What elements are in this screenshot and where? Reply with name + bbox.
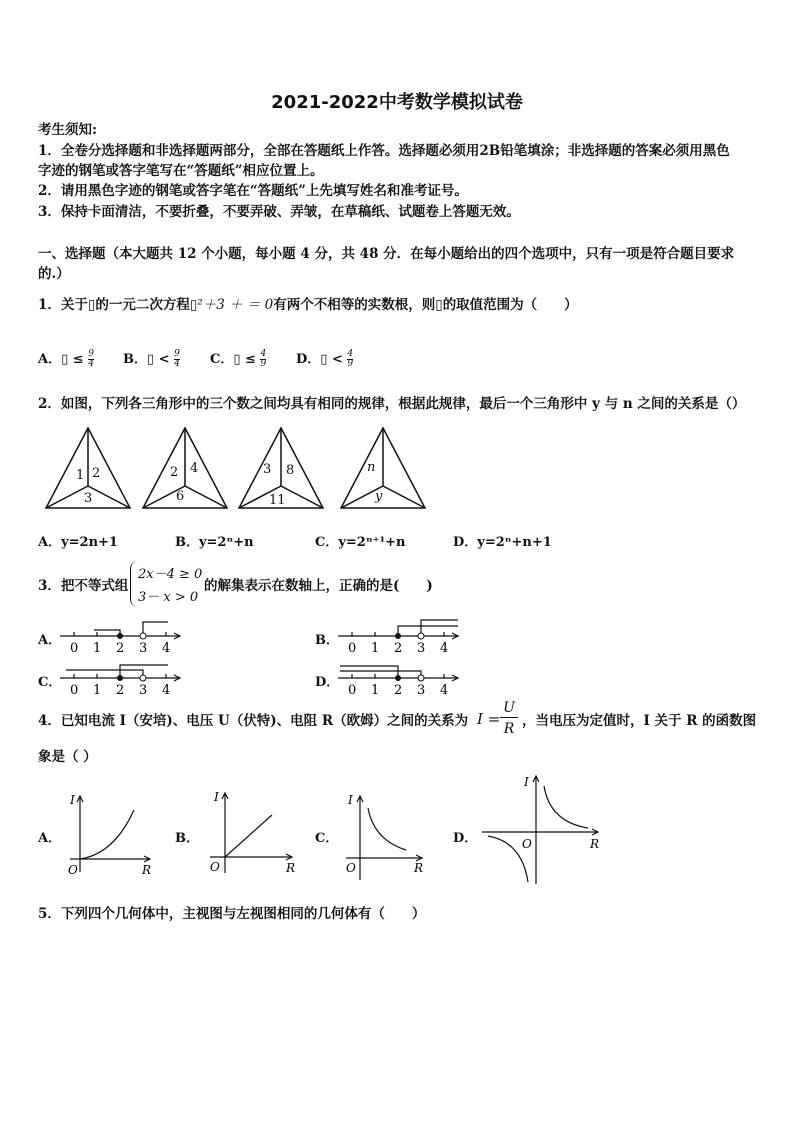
- q1-equation: ²＋3 ＋ ＝ 0: [197, 297, 274, 313]
- q4-graph-b: [200, 785, 300, 880]
- svg-text:3: 3: [417, 641, 426, 654]
- svg-text:0: 0: [348, 641, 357, 654]
- svg-text:O: O: [522, 837, 532, 851]
- q4-formula-lhs: I =: [477, 710, 501, 728]
- q3-option-c[interactable]: C．: [38, 675, 62, 690]
- svg-text:R: R: [142, 863, 152, 877]
- q1-options: [38, 344, 378, 374]
- q3-suffix: 的解集表示在数轴上，正确的是( ): [204, 578, 433, 594]
- tri2-bottom: 6: [176, 489, 185, 504]
- q2-triangles-figure: [40, 424, 440, 514]
- q2-option-c[interactable]: C．y=2ⁿ⁺¹+n: [315, 535, 406, 550]
- tri2-left: 2: [170, 465, 179, 480]
- q3-numberline-b: [336, 614, 466, 654]
- tri4-left: n: [367, 460, 376, 475]
- q4-graph-a: [62, 788, 157, 878]
- tri1-right: 2: [92, 466, 101, 481]
- svg-text:2: 2: [116, 641, 125, 654]
- section-heading-cont: 的.）: [38, 266, 70, 282]
- svg-text:2: 2: [394, 683, 403, 696]
- svg-text:2: 2: [394, 641, 403, 654]
- notice-item: 1．全卷分选择题和非选择题两部分，全部在答题纸上作答。选择题必须用2B铅笔填涂；非选择题的答案必须用黑色: [38, 143, 730, 159]
- svg-text:1: 1: [371, 683, 380, 696]
- q4-graph-d: [478, 772, 608, 890]
- q1-mid: 的一元二次方程: [95, 297, 190, 313]
- q3-option-a[interactable]: A．: [38, 633, 62, 648]
- svg-text:I: I: [348, 793, 353, 807]
- q3-prefix: 3．把不等式组: [38, 578, 129, 594]
- blank-box: ▯: [87, 297, 96, 313]
- svg-text:3: 3: [139, 641, 148, 654]
- svg-text:I: I: [214, 790, 219, 804]
- q2-option-a[interactable]: A．y=2n+1: [38, 535, 118, 550]
- question-1: [38, 295, 578, 315]
- blank-box: ▯: [189, 297, 198, 313]
- notice-item: 字迹的钢笔或答字笔写在“答题纸”相应位置上。: [38, 163, 324, 179]
- svg-text:1: 1: [93, 641, 102, 654]
- q1-prefix: 1．关于: [38, 297, 88, 313]
- tri1-left: 1: [76, 468, 85, 483]
- svg-text:4: 4: [440, 683, 449, 696]
- q1-option-c[interactable]: C．▯ ≤ $\frac{4}{9}$: [210, 349, 267, 369]
- svg-text:O: O: [210, 860, 220, 874]
- q4-graph-c: [340, 788, 430, 880]
- svg-text:4: 4: [440, 641, 449, 654]
- q3-option-b[interactable]: B．: [315, 633, 339, 648]
- q1-option-a[interactable]: A．▯ ≤ $\frac{9}{4}$: [38, 349, 94, 369]
- q4-formula-num: U: [500, 699, 518, 718]
- notice-heading: 考生须知:: [38, 122, 97, 138]
- notice-item: 3．保持卡面清洁，不要折叠，不要弄破、弄皱，在草稿纸、试题卷上答题无效。: [38, 204, 520, 220]
- q1-option-d[interactable]: D．▯ < $\frac{4}{9}$: [296, 349, 354, 369]
- q3-option-d[interactable]: D．: [315, 675, 340, 690]
- q3-numberline-a: [58, 614, 188, 654]
- svg-text:O: O: [346, 861, 356, 875]
- tri3-right: 8: [286, 463, 295, 478]
- q1-end: 的取值范围为（ ）: [442, 297, 578, 313]
- tri1-bottom: 3: [84, 491, 93, 506]
- svg-text:4: 4: [162, 683, 171, 696]
- svg-text:R: R: [590, 837, 600, 851]
- q4-option-d[interactable]: D．: [453, 831, 478, 846]
- svg-text:2: 2: [116, 683, 125, 696]
- blank-box: ▯: [435, 297, 443, 313]
- tri3-bottom: 11: [269, 493, 286, 508]
- q4-option-b[interactable]: B．: [175, 831, 199, 846]
- q3-ineq-2: 3－ x > 0: [138, 590, 199, 605]
- q4-prefix: 4．已知电流 I（安培)、电压 U（伏特)、电阻 R（欧姆）之间的关系为: [38, 713, 469, 729]
- svg-text:R: R: [286, 861, 296, 875]
- question-5: 5．下列四个几何体中，主视图与左视图相同的几何体有（ ）: [38, 906, 426, 922]
- svg-text:4: 4: [162, 641, 171, 654]
- question-2: 2．如图，下列各三角形中的三个数之间均具有相同的规律，根据此规律，最后一个三角形中 y 与 n 之间的关系是（）: [38, 396, 746, 412]
- q3-ineq-1: 2x－4 ≥ 0: [138, 567, 203, 582]
- q4-line2: 象是（ ）: [38, 749, 97, 765]
- q4-option-c[interactable]: C．: [315, 831, 339, 846]
- q1-suffix: 有两个不相等的实数根，则: [273, 297, 436, 313]
- svg-text:O: O: [68, 863, 78, 877]
- notice-item: 2．请用黑色字迹的钢笔或答字笔在“答题纸”上先填写姓名和准考证号。: [38, 183, 468, 199]
- svg-text:3: 3: [139, 683, 148, 696]
- svg-text:0: 0: [70, 641, 79, 654]
- q3-numberline-d: [336, 656, 466, 696]
- q2-option-b[interactable]: B．y=2ⁿ+n: [175, 535, 254, 550]
- q2-option-d[interactable]: D．y=2ⁿ+n+1: [453, 535, 552, 550]
- section-heading: 一、选择题（本大题共 12 个小题，每小题 4 分，共 48 分．在每小题给出的四个选项中，只有一项是符合题目要求: [38, 246, 735, 262]
- svg-text:0: 0: [348, 683, 357, 696]
- svg-text:I: I: [524, 775, 529, 789]
- svg-text:1: 1: [93, 683, 102, 696]
- page-title: 2021-2022中考数学模拟试卷: [271, 92, 523, 113]
- svg-text:3: 3: [417, 683, 426, 696]
- svg-text:R: R: [414, 861, 424, 875]
- triangle-4: [341, 428, 425, 508]
- q4-option-a[interactable]: A．: [38, 831, 62, 846]
- q3-numberline-c: [58, 656, 188, 696]
- q4-suffix: ，当电压为定值时，I 关于 R 的函数图: [522, 713, 757, 729]
- svg-text:0: 0: [70, 683, 79, 696]
- q4-formula-den: R: [503, 721, 515, 737]
- tri3-left: 3: [263, 462, 272, 477]
- tri2-right: 4: [190, 461, 199, 476]
- tri4-bottom: y: [375, 489, 383, 504]
- triangle-2: [143, 428, 227, 508]
- q1-option-b[interactable]: B．▯ < $\frac{9}{4}$: [123, 349, 180, 369]
- svg-text:I: I: [70, 793, 75, 807]
- svg-text:1: 1: [371, 641, 380, 654]
